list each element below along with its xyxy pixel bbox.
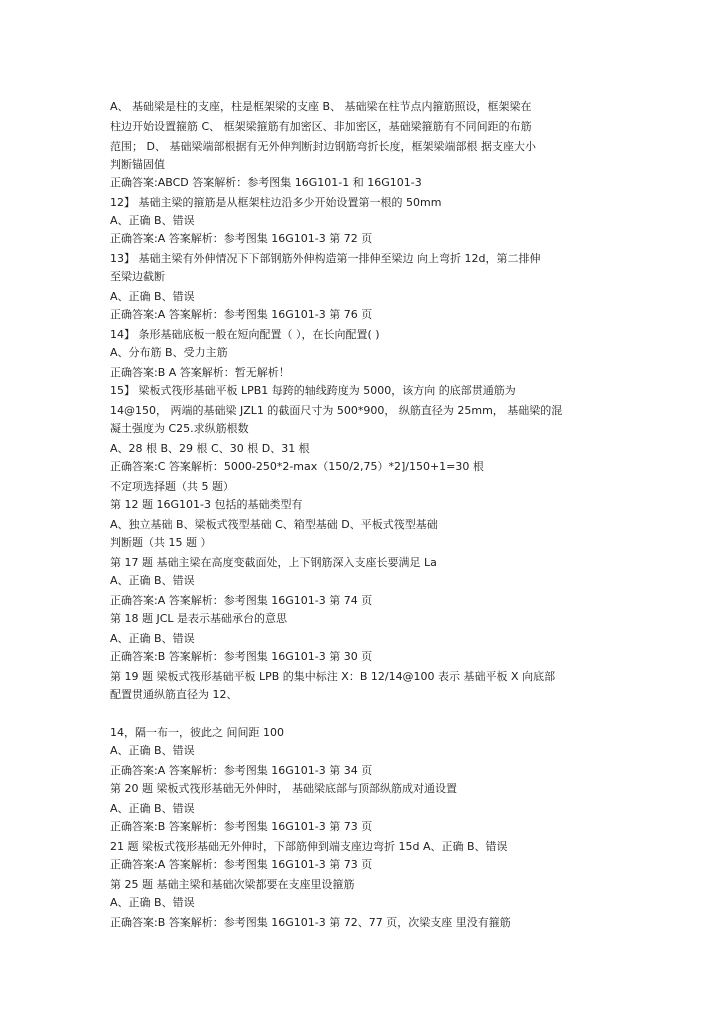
text-line: 第 25 题 基础主梁和基础次梁都要在支座里设箍筋 — [110, 878, 355, 891]
text-line: 柱边开始设置箍筋 C、 框架梁箍筋有加密区、非加密区，基础梁箍筋有不同间距的布筋 — [110, 120, 532, 133]
text-line: 判断锚固值 — [110, 158, 165, 171]
text-line: 范围； D、 基础梁端部根据有无外伸判断封边钢筋弯折长度，框架梁端部根 据支座大小 — [110, 140, 536, 153]
text-line: A、28 根 B、29 根 C、30 根 D、31 根 — [110, 442, 310, 455]
text-line: 正确答案:B 答案解析：参考图集 16G101-3 第 30 页 — [110, 650, 373, 663]
text-line: 第 12 题 16G101-3 包括的基础类型有 — [110, 498, 303, 511]
text-line: A、正确 B、错误 — [110, 632, 195, 645]
text-line: 判断题（共 15 题 ） — [110, 536, 212, 549]
text-line: 不定项选择题（共 5 题） — [110, 480, 234, 493]
text-line: 正确答案:A 答案解析：参考图集 16G101-3 第 76 页 — [110, 308, 373, 321]
text-line: 14@150， 两端的基础梁 JZL1 的截面尺寸为 500*900， 纵筋直径为 25mm， 基础梁的混 — [110, 404, 563, 417]
text-line: 21 题 梁板式筏形基础无外伸时，下部筋伸到端支座边弯折 15d A、正确 B、错误 — [110, 840, 508, 853]
text-line: 第 18 题 JCL 是表示基础承台的意思 — [110, 612, 288, 625]
text-line: 正确答案:A 答案解析：参考图集 16G101-3 第 73 页 — [110, 858, 373, 871]
text-line: A、正确 B、错误 — [110, 574, 195, 587]
text-line: 正确答案:A 答案解析：参考图集 16G101-3 第 72 页 — [110, 232, 373, 245]
text-line: A、正确 B、错误 — [110, 744, 195, 757]
text-line: 12】 基础主梁的箍筋是从框架柱边沿多少开始设置第一根的 50mm — [110, 196, 442, 209]
text-line: A、正确 B、错误 — [110, 290, 195, 303]
text-line: 第 20 题 梁板式筏形基础无外伸时， 基础梁底部与顶部纵筋成对通设置 — [110, 782, 457, 795]
text-line: 凝土强度为 C25.求纵筋根数 — [110, 422, 249, 435]
text-line: 正确答案:A 答案解析：参考图集 16G101-3 第 34 页 — [110, 764, 373, 777]
text-line: 第 19 题 梁板式筏形基础平板 LPB 的集中标注 X：B 12/14@100 表示 基础平板 X 向底部 — [110, 670, 556, 683]
text-line: 第 17 题 基础主梁在高度变截面处，上下钢筋深入支座长要满足 La — [110, 556, 437, 569]
text-line: 15】 梁板式筏形基础平板 LPB1 每跨的轴线跨度为 5000，该方向 的底部贯通筋为 — [110, 384, 516, 397]
text-line: A、正确 B、错误 — [110, 896, 195, 909]
text-line: 配置贯通纵筋直径为 12、 — [110, 688, 238, 701]
text-line: 正确答案:A 答案解析：参考图集 16G101-3 第 74 页 — [110, 594, 373, 607]
text-line: A、正确 B、错误 — [110, 802, 195, 815]
text-line: 正确答案:B 答案解析：参考图集 16G101-3 第 72、77 页，次梁支座 里没有箍筋 — [110, 916, 511, 929]
text-line: 正确答案:B A 答案解析：暂无解析！ — [110, 366, 290, 379]
text-line: 14，隔一布一，彼此之 间间距 100 — [110, 726, 284, 739]
text-line: A、 基础梁是柱的支座，柱是框架梁的支座 B、 基础梁在柱节点内箍筋照设，框架梁在 — [110, 100, 532, 113]
text-line: A、正确 B、错误 — [110, 214, 195, 227]
text-line: A、独立基础 B、梁板式筏型基础 C、箱型基础 D、平板式筏型基础 — [110, 518, 438, 531]
text-line: 正确答案:C 答案解析：5000-250*2-max（150/2,75）*2]/150+1=30 根 — [110, 460, 484, 473]
text-line: 正确答案:B 答案解析：参考图集 16G101-3 第 73 页 — [110, 820, 373, 833]
text-line: 至梁边截断 — [110, 270, 165, 283]
text-line: 正确答案:ABCD 答案解析：参考图集 16G101-1 和 16G101-3 — [110, 176, 422, 189]
text-line: A、分布筋 B、受力主筋 — [110, 346, 228, 359]
text-line: 14】 条形基础底板一般在短向配置（ ），在长向配置( ) — [110, 328, 380, 341]
text-line: 13】 基础主梁有外伸情况下下部钢筋外伸构造第一排伸至梁边 向上弯折 12d，第二排伸 — [110, 252, 541, 265]
